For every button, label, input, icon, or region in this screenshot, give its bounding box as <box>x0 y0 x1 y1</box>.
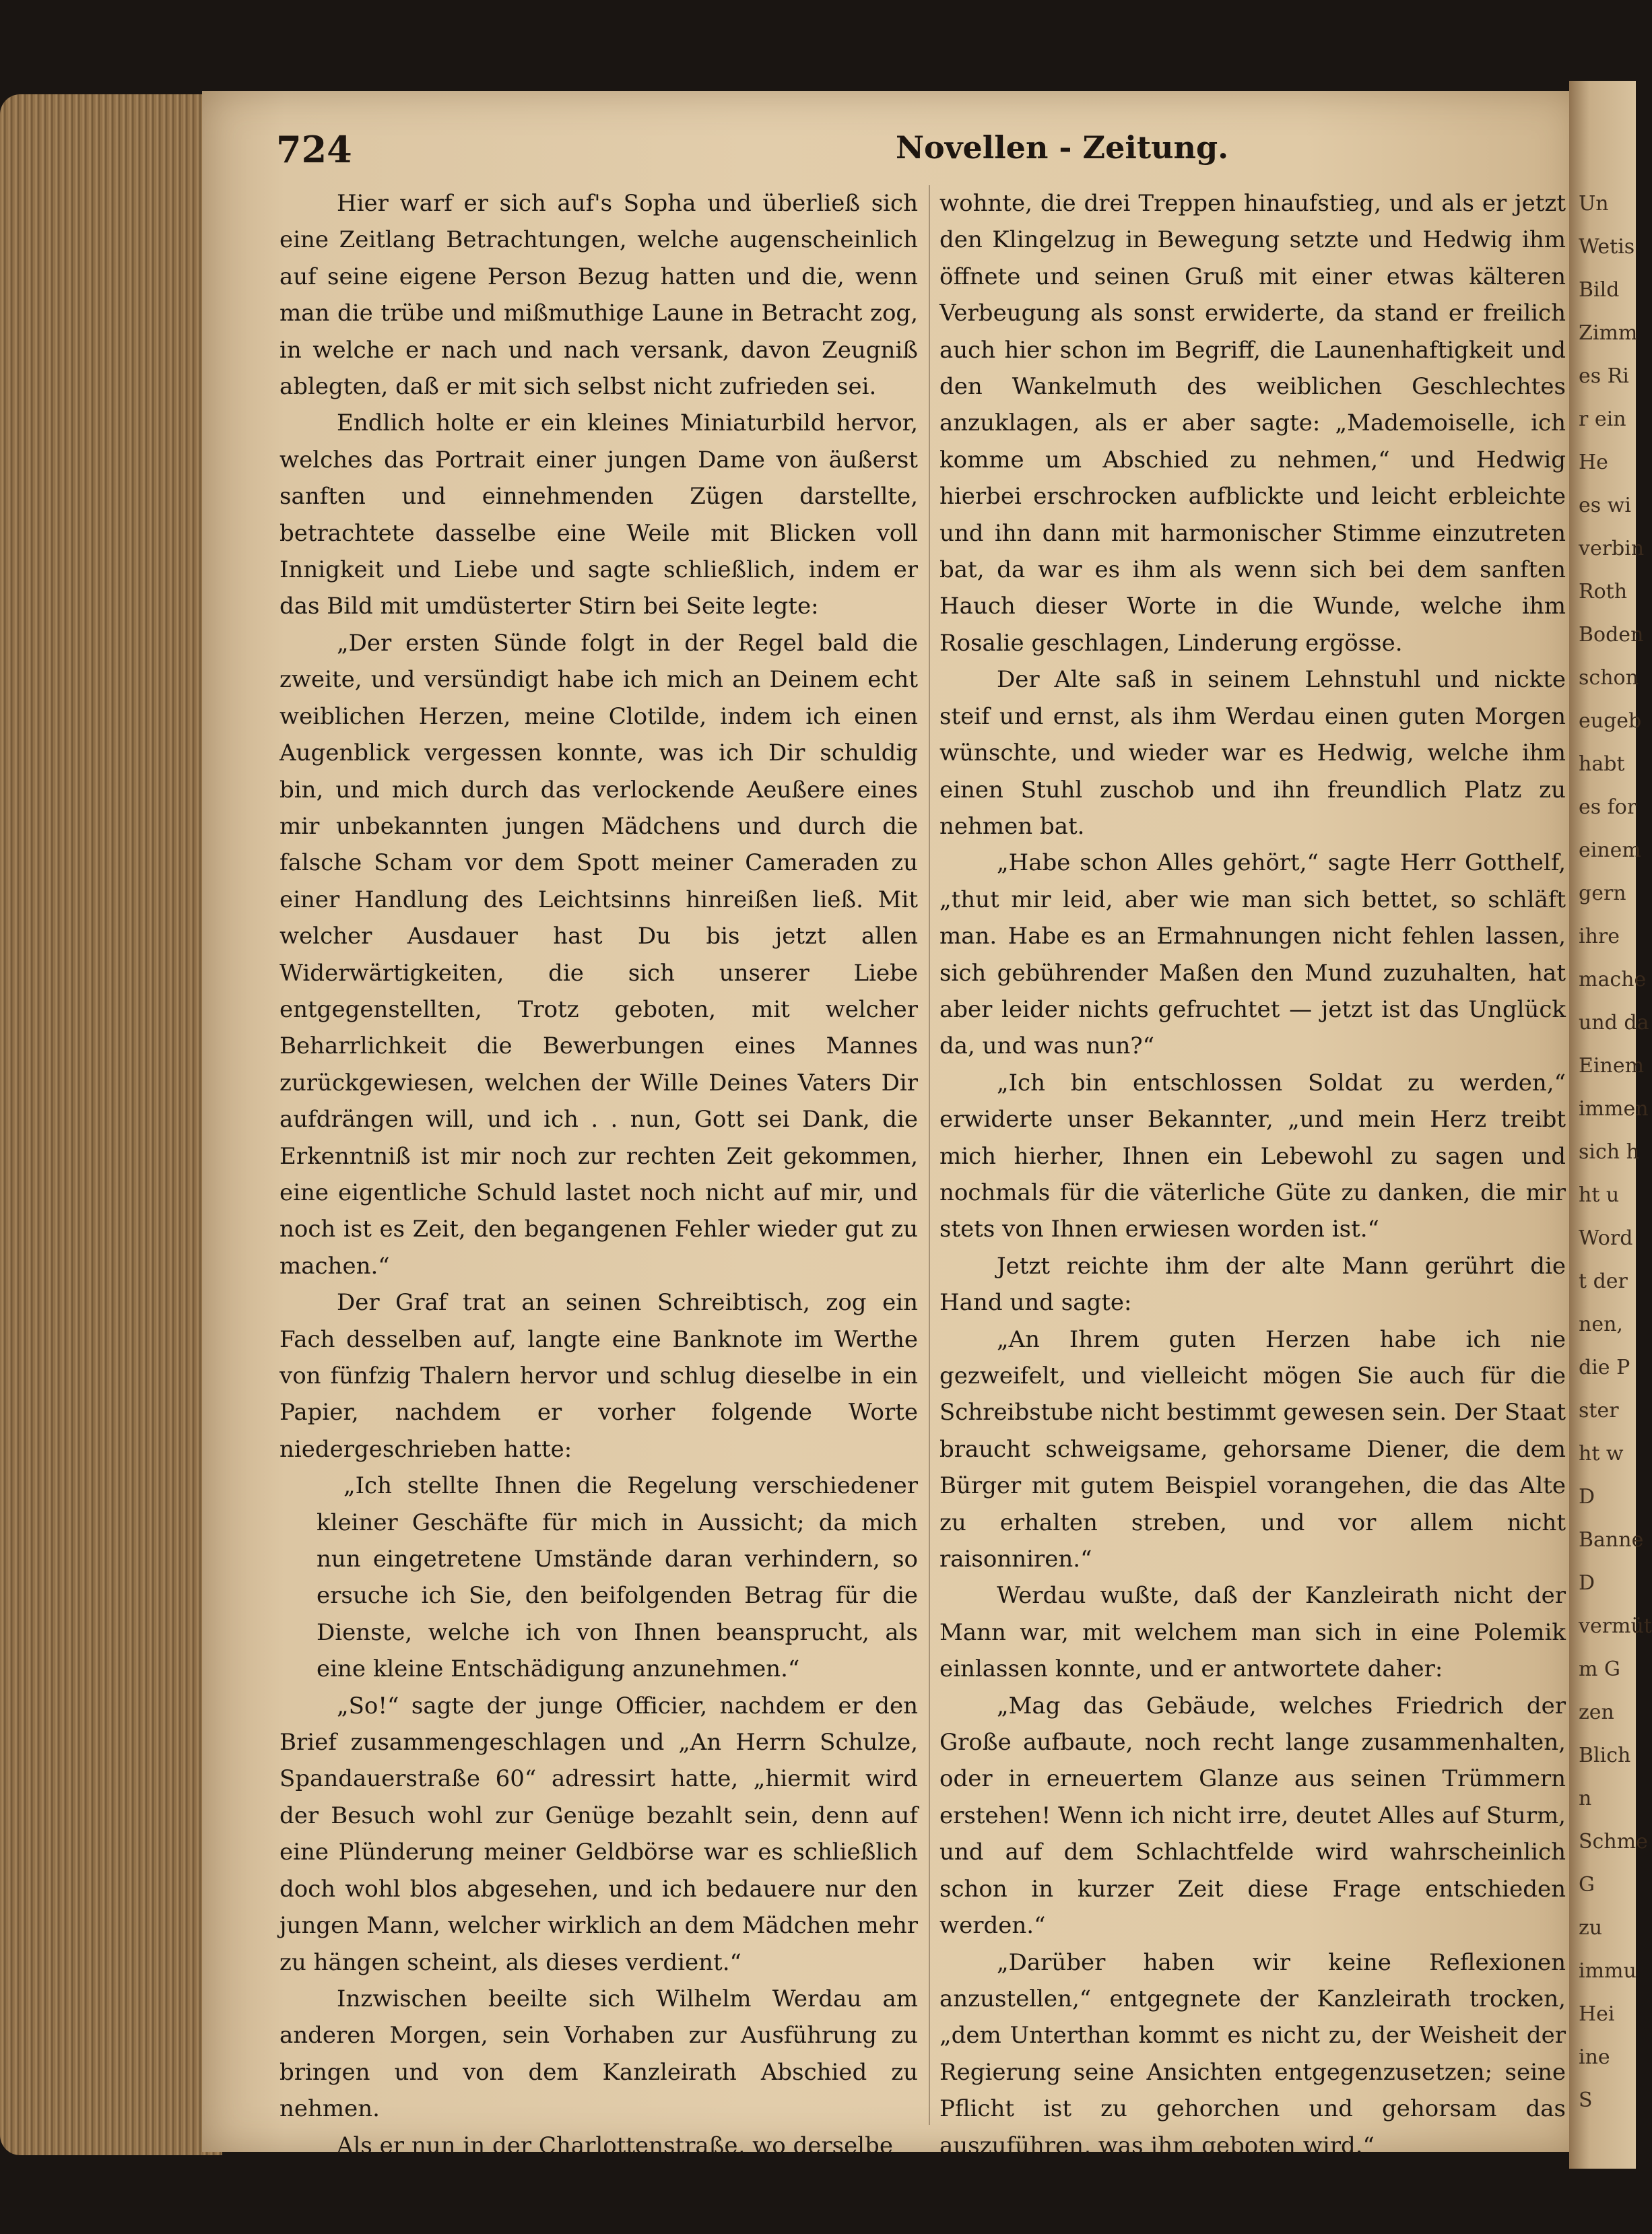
adjacent-page-text-fragment: Word <box>1579 1226 1633 1250</box>
left-column <box>279 185 918 2164</box>
paragraph: „Habe schon Alles gehört,“ sagte Herr Gotthelf, „thut mir leid, aber wie man sich bettet, so schläft man. Habe es an Ermahnungen nicht fehlen lassen, sich gebührender Maßen den Mund zuzuhalten, hat aber leider nichts gefruchtet — jetzt ist das Unglück da, und was nun?“ <box>939 849 1566 1060</box>
adjacent-page-text-fragment: verbin <box>1579 537 1645 560</box>
paragraph: „Ich bin entschlossen Soldat zu werden,“ erwiderte unser Bekannter, „und mein Herz treibt mich hierher, Ihnen ein Lebewohl zu sagen und nochmals für die väterliche Güte zu danken, die mir stets von Ihnen erwiesen worden ist.“ <box>939 1069 1566 1243</box>
adjacent-page-text-fragment: Boden <box>1579 623 1644 647</box>
paragraph: Der Graf trat an seinen Schreibtisch, zog ein Fach desselben auf, langte eine Banknote im Werthe von fünfzig Thalern hervor und schlug dieselbe in ein Papier, nachdem er vorher folgende Worte niedergeschrieben hatte: <box>279 1289 918 1463</box>
adjacent-page-edge <box>1569 81 1652 2169</box>
paragraph: „Darüber haben wir keine Reflexionen anzustellen,“ entgegnete der Kanzleirath trocken, „dem Unterthan kommt es nicht zu, der Weisheit der Regierung seine Ansichten entgegenzusetzen; seine Pflicht ist zu gehorchen und gehorsam das auszuführen, was ihm geboten wird.“ <box>939 1948 1566 2159</box>
adjacent-page-text-fragment: t der <box>1579 1270 1628 1293</box>
paragraph: „So!“ sagte der junge Officier, nachdem er den Brief zusammengeschlagen und „An Herrn Schulze, Spandauerstraße 60“ adressirt hatte, „hiermit wird der Besuch wohl zur Genüge bezahlt sein, denn auf eine Plünderung meiner Geldbörse war es schließlich doch wohl blos abgesehen, und ich bedauere nur den jungen Mann, welcher wirklich an dem Mädchen mehr zu hängen scheint, als dieses verdient.“ <box>279 1692 918 1976</box>
paragraph: Werdau wußte, daß der Kanzleirath nicht der Mann war, mit welchem man sich in eine Polemik einlassen konnte, und er antwortete daher: <box>939 1582 1566 1683</box>
book-page-edges <box>0 94 222 2155</box>
adjacent-page-text-fragment: Un <box>1579 192 1609 216</box>
adjacent-page-text-fragment: gern <box>1579 882 1626 905</box>
adjacent-page-text-fragment: immu <box>1579 1959 1637 1983</box>
paragraph: Inzwischen beeilte sich Wilhelm Werdau am anderen Morgen, sein Vorhaben zur Ausführung zu bringen und von dem Kanzleirath Abschied zu nehmen. <box>279 1985 918 2123</box>
adjacent-page-text-fragment: Wetis <box>1579 235 1635 259</box>
paragraph: Als er nun in der Charlottenstraße, wo derselbe <box>337 2132 893 2159</box>
adjacent-page-text-fragment: es for <box>1579 795 1637 819</box>
paragraph: Der Alte saß in seinem Lehnstuhl und nickte steif und ernst, als ihm Werdau einen guten Morgen wünschte, und wieder war es Hedwig, welche ihm einen Stuhl zuschob und ihn freundlich Platz zu nehmen bat. <box>939 666 1566 840</box>
column-divider <box>929 185 930 2125</box>
adjacent-page-text-fragment: Hei <box>1579 2002 1615 2026</box>
adjacent-page-text-fragment: He <box>1579 451 1608 474</box>
adjacent-page-text-fragment: Einem <box>1579 1054 1645 1078</box>
paragraph: „Mag das Gebäude, welches Friedrich der Große aufbaute, noch recht lange zusammenhalten, oder in erneuertem Glanze aus seinen Trümmern erstehen! Wenn ich nicht irre, deutet Alles auf Sturm, und auf dem Schlachtfelde wird wahrscheinlich schon in kurzer Zeit diese Frage entschieden werden.“ <box>939 1692 1566 1940</box>
page-number: 724 <box>276 128 352 171</box>
adjacent-page-text-fragment: sich h <box>1579 1140 1639 1164</box>
running-title: Novellen - Zeitung. <box>896 129 1229 166</box>
adjacent-page-text-fragment: ihre <box>1579 925 1620 948</box>
paragraph: Endlich holte er ein kleines Miniaturbild hervor, welches das Portrait einer jungen Dame von äußerst sanften und einnehmenden Zügen darstellte, betrachtete dasselbe eine Weile mit Blicken voll Innigkeit und Liebe und sagte schließlich, indem er das Bild mit umdüsterter Stirn bei Seite legte: <box>279 409 918 620</box>
paragraph: wohnte, die drei Treppen hinaufstieg, und als er jetzt den Klingelzug in Bewegung setzte und Hedwig ihm öffnete und seinen Gruß mit einer etwas kälteren Verbeugung als sonst erwiderte, da stand er freilich auch hier schon im Begriff, die Launenhaftigkeit und den Wankelmuth des weiblichen Geschlechtes anzuklagen, als er aber sagte: „Mademoiselle, ich komme um Abschied zu nehmen,“ und Hedwig hierbei erschrocken aufblickte und leicht erbleichte und ihn dann mit harmonischer Stimme einzutreten bat, da war es ihm als wenn sich bei dem sanften Hauch dieser Worte in die Wunde, welche ihm Rosalie geschlagen, Linderung ergösse. <box>939 190 1566 657</box>
adjacent-page-text-fragment: habt <box>1579 752 1625 776</box>
adjacent-page-text-fragment: es wi <box>1579 494 1631 517</box>
paragraph: Jetzt reichte ihm der alte Mann gerührt die Hand und sagte: <box>939 1252 1566 1317</box>
adjacent-page-text-fragment: schon <box>1579 666 1639 690</box>
adjacent-page-text-fragment: die P <box>1579 1356 1630 1379</box>
right-column <box>939 185 1566 2164</box>
adjacent-page-text-fragment: zen <box>1579 1701 1614 1724</box>
page-header <box>276 128 1461 182</box>
adjacent-page-text-fragment: immen <box>1579 1097 1649 1121</box>
adjacent-page-text-fragment: ine <box>1579 2045 1610 2069</box>
adjacent-page-text-fragment: zu <box>1579 1916 1603 1940</box>
adjacent-page-text-fragment: mache <box>1579 968 1647 991</box>
adjacent-page-text-fragment: m G <box>1579 1657 1620 1681</box>
adjacent-page-text-fragment: Bild <box>1579 278 1620 302</box>
paragraph: „An Ihrem guten Herzen habe ich nie gezweifelt, und vielleicht mögen Sie auch für die Schreibstube nicht bestimmt gewesen sein. Der Staat braucht schweigsame, gehorsame Diener, die dem Bürger mit gutem Beispiel vorangehen, die das Alte zu erhalten streben, und vor allem nicht raisonniren.“ <box>939 1325 1566 1573</box>
adjacent-page-text-fragment: nen, <box>1579 1313 1623 1336</box>
adjacent-page-text-fragment: Blich <box>1579 1744 1631 1767</box>
adjacent-page-text-fragment: ht u <box>1579 1183 1620 1207</box>
adjacent-page-text-fragment: Roth <box>1579 580 1628 603</box>
adjacent-page-text-fragment: ht w <box>1579 1442 1624 1466</box>
adjacent-page-text-fragment: r ein <box>1579 407 1626 431</box>
adjacent-page-text-fragment: es Ri <box>1579 364 1629 388</box>
adjacent-page-text-fragment: D <box>1579 1485 1595 1509</box>
adjacent-page-text-fragment: und da <box>1579 1011 1649 1034</box>
adjacent-page-text-fragment: ster <box>1579 1399 1619 1422</box>
adjacent-page-text-fragment: Zimm <box>1579 321 1638 345</box>
paragraph: „Der ersten Sünde folgt in der Regel bald die zweite, und versündigt habe ich mich an Deinem echt weiblichen Herzen, meine Clotilde, indem ich einen Augenblick vergessen konnte, was ich Dir schuldig bin, und mich durch das verlockende Aeußere eines mir unbekannten jungen Mädchens und durch die falsche Scham vor dem Spott meiner Cameraden zu einer Handlung des Leichtsinns hinreißen ließ. Mit welcher Ausdauer hast Du bis jetzt allen Widerwärtigkeiten, die sich unserer Liebe entgegenstellten, Trotz geboten, mit welcher Beharrlichkeit die Bewerbungen eines Mannes zurückgewiesen, welchen der Wille Deines Vaters Dir aufdrängen will, und ich . . nun, Gott sei Dank, die Erkenntniß ist mir noch zur rechten Zeit gekommen, eine eigentliche Schuld lastet noch nicht auf mir, und noch ist es Zeit, den begangenen Fehler wieder gut zu machen.“ <box>279 629 918 1280</box>
adjacent-page-text-fragment: einem <box>1579 839 1641 862</box>
adjacent-page-text-fragment: G <box>1579 1873 1595 1897</box>
adjacent-page-text-fragment: n <box>1579 1787 1592 1810</box>
letter-quote: „Ich stellte Ihnen die Regelung verschiedener kleiner Geschäfte für mich in Aussicht; da mich nun eingetretene Umstände daran verhindern, so ersuche ich Sie, den beifolgenden Betrag für die Dienste, welche ich von Ihnen beansprucht, als eine kleine Entschädigung anzunehmen.“ <box>317 1472 918 1683</box>
paragraph: Hier warf er sich auf's Sopha und überließ sich eine Zeitlang Betrachtungen, welche augenscheinlich auf seine eigene Person Bezug hatten und die, wenn man die trübe und mißmuthige Laune in Betracht zog, in welche er nach und nach versank, davon Zeugniß ablegten, daß er mit sich selbst nicht zufrieden sei. <box>279 190 918 401</box>
adjacent-page-text-fragment: D <box>1579 1571 1595 1595</box>
adjacent-page-text-fragment: Banne <box>1579 1528 1644 1552</box>
adjacent-page-text-fragment: vermüt <box>1579 1614 1652 1638</box>
adjacent-page-text-fragment: S <box>1579 2089 1593 2112</box>
adjacent-page-text-fragment: Schme <box>1579 1830 1648 1853</box>
adjacent-page-text-fragment: eugeb <box>1579 709 1642 733</box>
book-page <box>202 91 1579 2159</box>
